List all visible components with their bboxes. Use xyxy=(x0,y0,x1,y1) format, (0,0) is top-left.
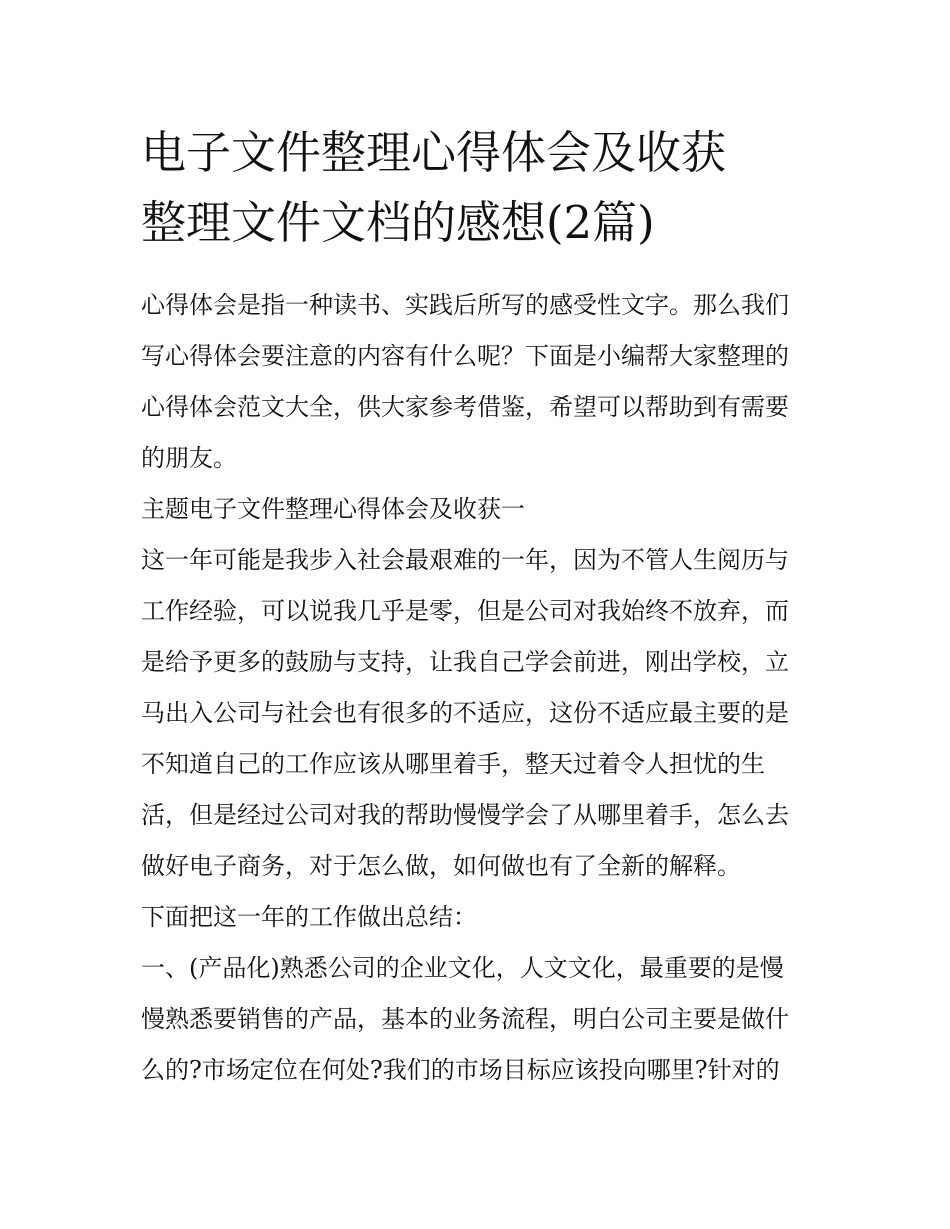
text-line: 这一年可能是我步入社会最艰难的一年，因为不管人生阅历与 xyxy=(141,546,789,574)
experience-paragraph xyxy=(141,535,821,892)
document-body xyxy=(141,280,821,1096)
point-one-paragraph xyxy=(141,943,821,1096)
document-title xyxy=(141,118,821,258)
document-page xyxy=(141,118,821,1096)
section-heading xyxy=(141,484,821,535)
text-line: 马出入公司与社会也有很多的不适应，这份不适应最主要的是 xyxy=(141,699,789,727)
text-line: 主题电子文件整理心得体会及收获一 xyxy=(141,495,525,523)
text-line: 慢熟悉要销售的产品，基本的业务流程，明白公司主要是做什 xyxy=(141,1005,789,1033)
text-line: 一、(产品化)熟悉公司的企业文化，人文文化，最重要的是慢 xyxy=(141,954,784,982)
text-line: 写心得体会要注意的内容有什么呢？下面是小编帮大家整理的 xyxy=(141,342,789,370)
title-line-2: 整理文件文档的感想(2篇) xyxy=(141,196,655,249)
text-line: 活，但是经过公司对我的帮助慢慢学会了从哪里着手，怎么去 xyxy=(141,801,789,829)
text-line: 心得体会是指一种读书、实践后所写的感受性文字。那么我们 xyxy=(141,291,789,319)
text-line: 不知道自己的工作应该从哪里着手，整天过着令人担忧的生 xyxy=(141,750,765,778)
intro-paragraph xyxy=(141,280,821,484)
text-line: 是给予更多的鼓励与支持，让我自己学会前进，刚出学校，立 xyxy=(141,648,789,676)
text-line: 的朋友。 xyxy=(141,444,237,472)
text-line: 做好电子商务，对于怎么做，如何做也有了全新的解释。 xyxy=(141,852,741,880)
summary-intro xyxy=(141,892,821,943)
text-line: 么的?市场定位在何处?我们的市场目标应该投向哪里?针对的 xyxy=(141,1056,780,1084)
text-line: 工作经验，可以说我几乎是零，但是公司对我始终不放弃，而 xyxy=(141,597,789,625)
text-line: 心得体会范文大全，供大家参考借鉴，希望可以帮助到有需要 xyxy=(141,393,789,421)
text-line: 下面把这一年的工作做出总结： xyxy=(141,903,477,931)
title-line-1: 电子文件整理心得体会及收获 xyxy=(141,126,727,179)
